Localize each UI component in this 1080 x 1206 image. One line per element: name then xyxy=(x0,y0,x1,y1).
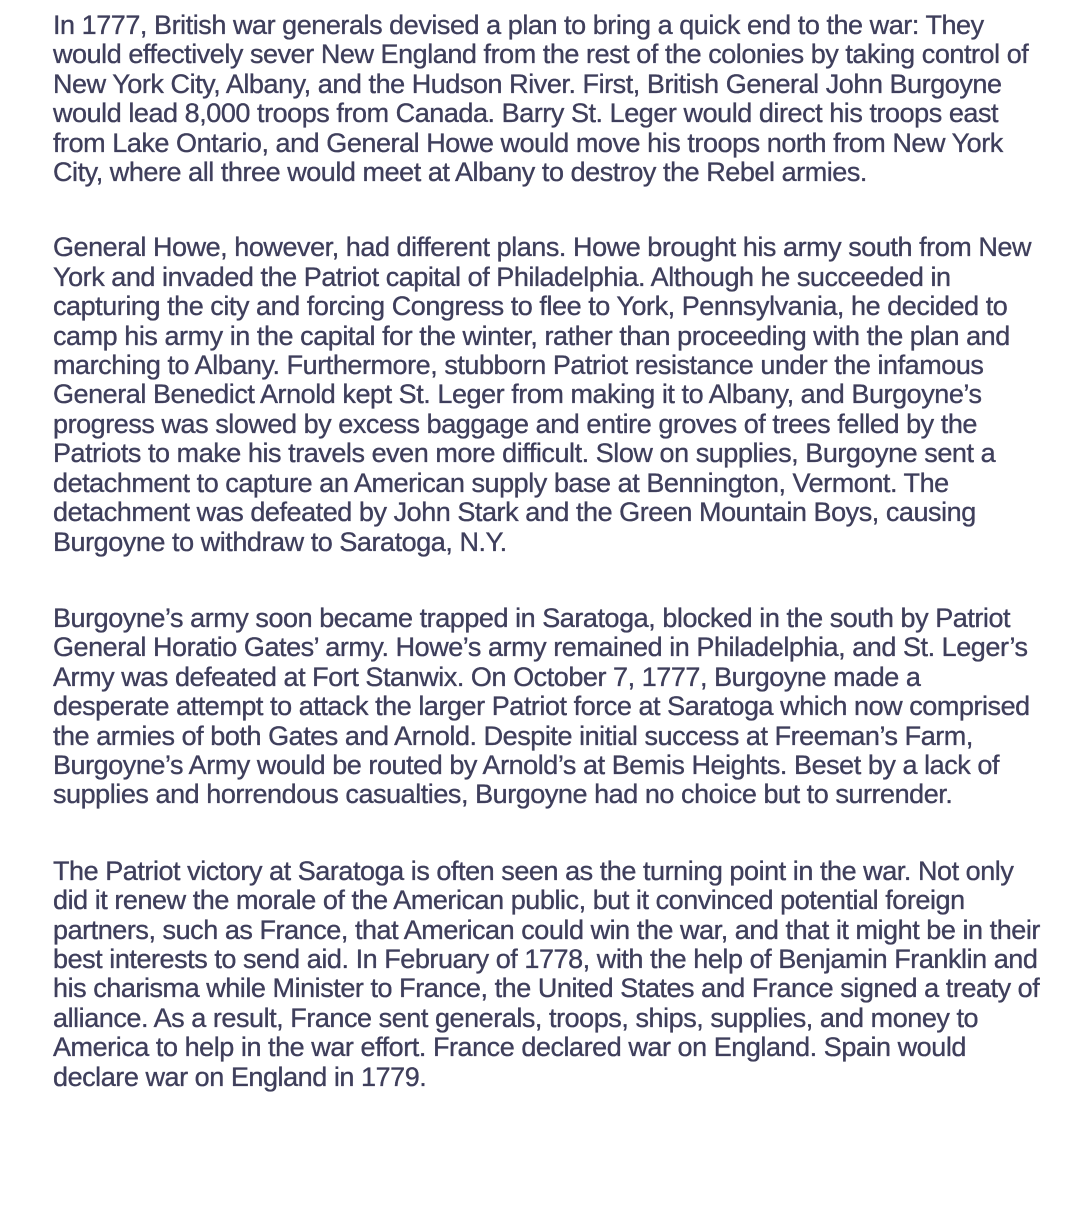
paragraph-turning-point: The Patriot victory at Saratoga is often seen as the turning point in the war. Not only did it renew the morale of the American public, but it convinced potential foreign partners, such as France, that American could win the war, and that it might be in their best interests to send aid. In February of 1778, with the help of Benjamin Franklin and his charisma while Minister to France, the United States and France signed a treaty of alliance. As a result, France sent generals, troops, ships, supplies, and money to America to help in the war effort. France declared war on England. Spain would declare war on England in 1779. xyxy=(53,855,1040,1092)
paragraph-burgoyne-surrender: Burgoyne’s army soon became trapped in Saratoga, blocked in the south by Patriot General Horatio Gates’ army. Howe’s army remained in Philadelphia, and St. Leger’s Army was defeated at Fort Stanwix. On October 7, 1777, Burgoyne made a desperate attempt to attack the larger Patriot force at Saratoga which now comprised the armies of both Gates and Arnold. Despite initial success at Freeman’s Farm, Burgoyne’s Army would be routed by Arnold’s at Bemis Heights. Beset by a lack of supplies and horrendous casualties, Burgoyne had no choice but to surrender. xyxy=(53,602,1030,810)
article-body xyxy=(53,11,1043,1092)
paragraph-british-plan: In 1777, British war generals devised a plan to bring a quick end to the war: They would effectively sever New England from the rest of the colonies by taking control of New York City, Albany, and the Hudson River. First, British General John Burgoyne would lead 8,000 troops from Canada. Barry St. Leger would direct his troops east from Lake Ontario, and General Howe would move his troops north from New York City, where all three would meet at Albany to destroy the Rebel armies. xyxy=(53,10,1029,188)
paragraph-howe-philadelphia: General Howe, however, had different plans. Howe brought his army south from New York and invaded the Patriot capital of Philadelphia. Although he succeeded in capturing the city and forcing Congress to flee to York, Pennsylvania, he decided to camp his army in the capital for the winter, rather than proceeding with the plan and marching to Albany. Furthermore, stubborn Patriot resistance under the infamous General Benedict Arnold kept St. Leger from making it to Albany, and Burgoyne’s progress was slowed by excess baggage and entire groves of trees felled by the Patriots to make his travels even more difficult. Slow on supplies, Burgoyne sent a detachment to capture an American supply base at Bennington, Vermont. The detachment was defeated by John Stark and the Green Mountain Boys, causing Burgoyne to withdraw to Saratoga, N.Y. xyxy=(53,232,1032,557)
